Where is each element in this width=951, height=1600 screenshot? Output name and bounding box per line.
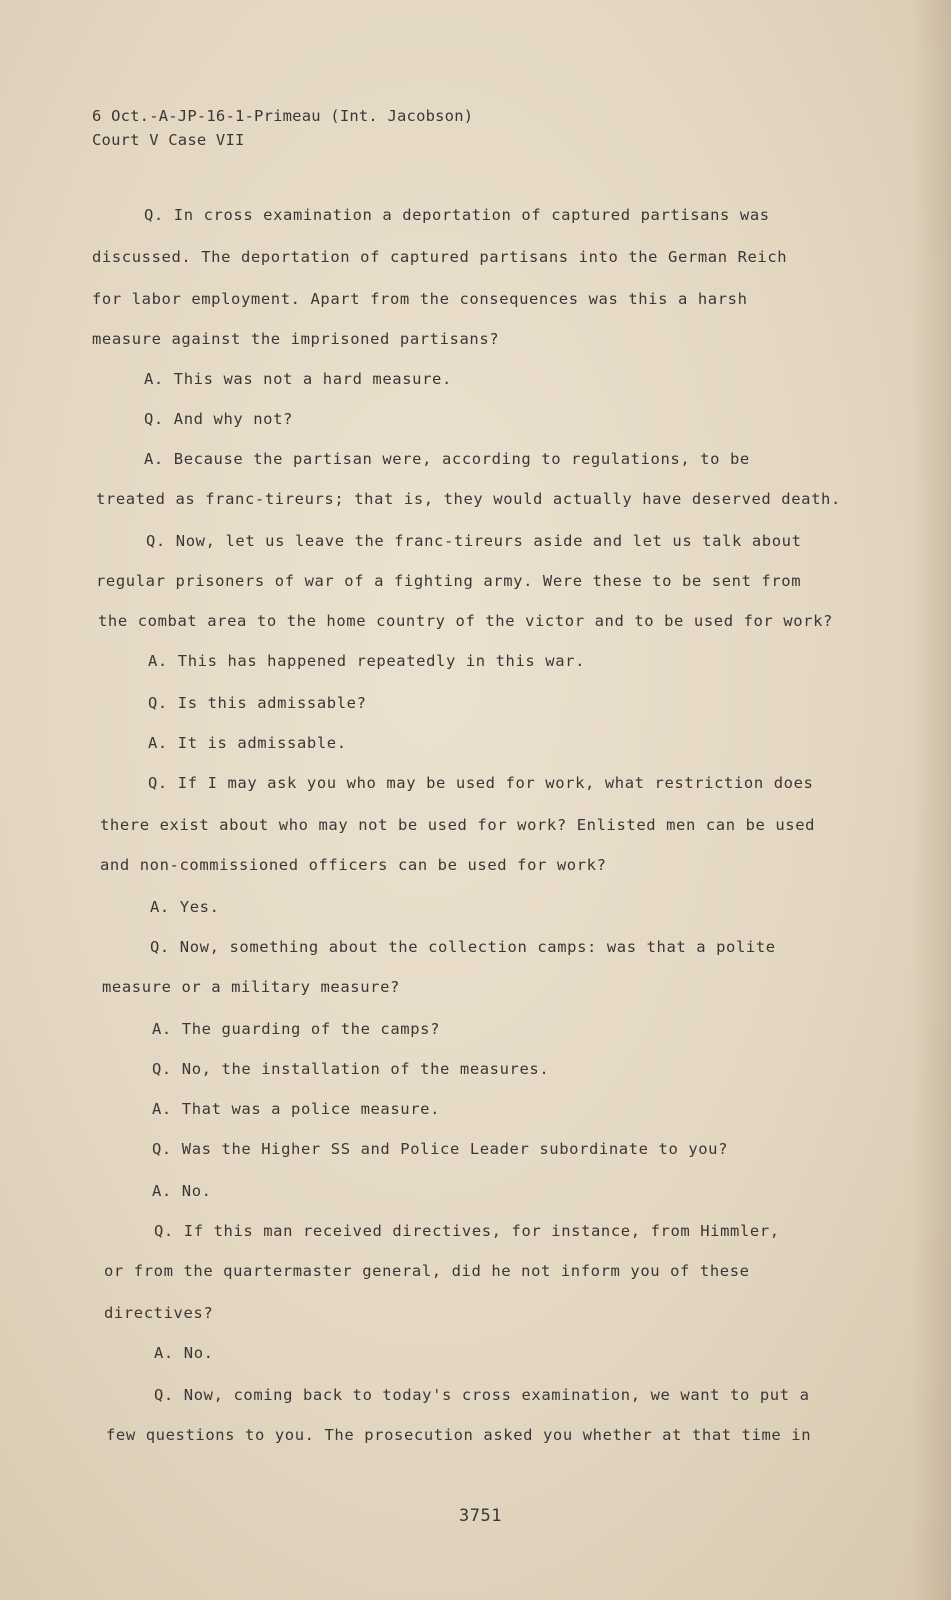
transcript-line: Q. Now, something about the collection camps: was that a polite	[150, 938, 776, 956]
transcript-line: A. Yes.	[150, 898, 220, 916]
transcript-line: A. This was not a hard measure.	[144, 370, 452, 388]
header-line-1: 6 Oct.-A-JP-16-1-Primeau (Int. Jacobson)	[92, 107, 474, 125]
transcript-line: regular prisoners of war of a fighting army. Were these to be sent from	[96, 572, 802, 590]
transcript-line: A. That was a police measure.	[152, 1100, 441, 1118]
transcript-line: there exist about who may not be used for work? Enlisted men can be used	[100, 816, 816, 834]
transcript-line: few questions to you. The prosecution asked you whether at that time in	[106, 1426, 812, 1444]
document-header	[92, 104, 473, 152]
transcript-line: the combat area to the home country of the victor and to be used for work?	[98, 612, 833, 630]
transcript-line: A. This has happened repeatedly in this war.	[148, 652, 585, 670]
transcript-line: A. It is admissable.	[148, 734, 347, 752]
transcript-line: and non-commissioned officers can be used for work?	[100, 856, 607, 874]
header-line-2: Court V Case VII	[92, 131, 245, 149]
transcript-line: or from the quartermaster general, did he not inform you of these	[104, 1262, 750, 1280]
transcript-line: Q. In cross examination a deportation of captured partisans was	[144, 206, 770, 224]
transcript-line: measure or a military measure?	[102, 978, 400, 996]
transcript-line: directives?	[104, 1304, 214, 1322]
transcript-line: Q. Now, coming back to today's cross examination, we want to put a	[154, 1386, 810, 1404]
page-edge-shadow	[911, 0, 951, 1600]
transcript-line: discussed. The deportation of captured partisans into the German Reich	[92, 248, 788, 266]
page-number: 3751	[459, 1506, 502, 1526]
transcript-line: measure against the imprisoned partisans?	[92, 330, 500, 348]
transcript-line: treated as franc-tireurs; that is, they would actually have deserved death.	[96, 490, 841, 508]
transcript-line: A. No.	[154, 1344, 214, 1362]
transcript-line: Q. And why not?	[144, 410, 293, 428]
transcript-line: Q. If I may ask you who may be used for work, what restriction does	[148, 774, 814, 792]
transcript-line: Q. If this man received directives, for instance, from Himmler,	[154, 1222, 780, 1240]
transcript-line: Q. No, the installation of the measures.	[152, 1060, 550, 1078]
transcript-line: A. The guarding of the camps?	[152, 1020, 441, 1038]
transcript-line: Q. Was the Higher SS and Police Leader subordinate to you?	[152, 1140, 729, 1158]
transcript-line: Q. Is this admissable?	[148, 694, 367, 712]
transcript-line: A. Because the partisan were, according to regulations, to be	[144, 450, 750, 468]
transcript-line: A. No.	[152, 1182, 212, 1200]
transcript-line: Q. Now, let us leave the franc-tireurs aside and let us talk about	[146, 532, 802, 550]
transcript-line: for labor employment. Apart from the consequences was this a harsh	[92, 290, 748, 308]
